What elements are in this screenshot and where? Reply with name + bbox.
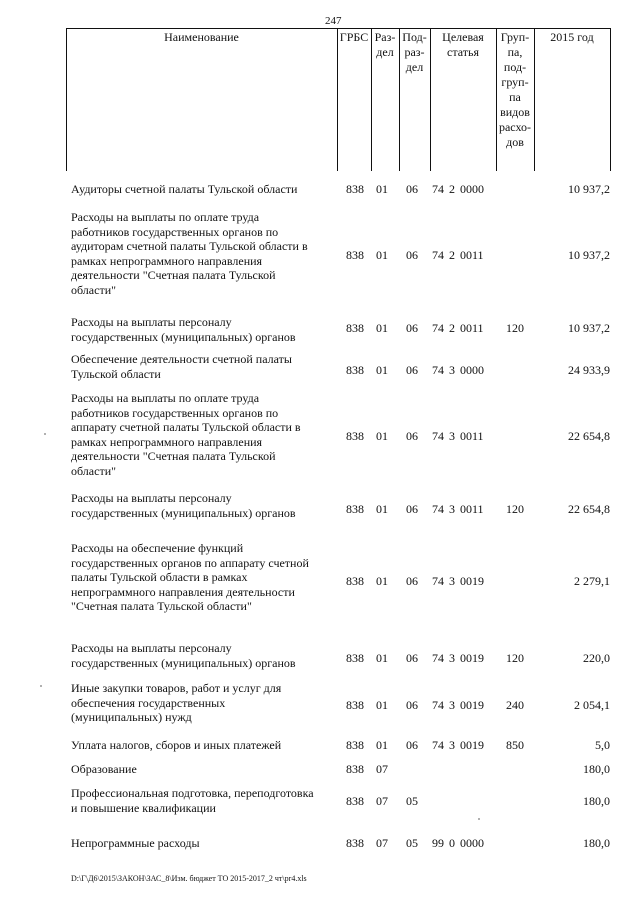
row-grbs: 838 [346,321,364,335]
row-podrazdel: 06 [406,574,418,588]
row-name: Расходы на выплаты по оплате труда работников государственных органов по аудиторам счетной палаты Тульской области в рамках непрограммного направления деятельности "Счетная палата Тульской области" [71,210,308,297]
row-name: Иные закупки товаров, работ и услуг для обеспечения государственных (муниципальных) нужд [71,681,282,725]
row-grbs: 838 [346,363,364,377]
row-name: Расходы на обеспечение функций государственных органов по аппарату счетной палаты Тульской области в рамках непрограммного направления деятельности "Счетная палата Тульской области" [71,541,309,614]
row-sum-2015: 180,0 [583,836,610,850]
row-grbs: 838 [346,182,364,196]
row-razdel: 01 [376,651,388,665]
row-target-article: 74 2 0011 [432,248,484,262]
header-border [337,28,338,171]
row-name: Обеспечение деятельности счетной палаты Тульской области [71,352,292,381]
row-razdel: 01 [376,698,388,712]
table-header [66,28,611,171]
row-razdel: 01 [376,248,388,262]
row-expense-type: 240 [506,698,524,712]
row-podrazdel: 06 [406,248,418,262]
row-name: Расходы на выплаты по оплате труда работников государственных органов по аппарату счетной палаты Тульской области в рамках непрограммного направления деятельности "Счетная палата Тульской области" [71,391,301,478]
row-target-article: 74 3 0000 [432,363,484,377]
row-razdel: 01 [376,182,388,196]
header-border [534,28,535,171]
row-target-article: 74 3 0019 [432,651,484,665]
row-razdel: 01 [376,738,388,752]
row-name: Аудиторы счетной палаты Тульской области [71,182,298,196]
row-razdel: 01 [376,321,388,335]
row-name: Непрограммные расходы [71,836,200,850]
row-sum-2015: 10 937,2 [568,182,610,196]
row-podrazdel: 06 [406,738,418,752]
row-grbs: 838 [346,574,364,588]
scan-speck [40,685,42,687]
header-podrazdel: Под- раз- дел [402,30,427,74]
row-expense-type: 120 [506,321,524,335]
row-sum-2015: 10 937,2 [568,321,610,335]
row-grbs: 838 [346,738,364,752]
row-podrazdel: 06 [406,321,418,335]
scan-speck [44,433,46,435]
row-grbs: 838 [346,651,364,665]
row-name: Расходы на выплаты персоналу государственных (муниципальных) органов [71,491,296,520]
row-name: Расходы на выплаты персоналу государственных (муниципальных) органов [71,641,296,670]
row-podrazdel: 05 [406,794,418,808]
row-sum-2015: 24 933,9 [568,363,610,377]
row-target-article: 74 3 0019 [432,574,484,588]
row-target-article: 99 0 0000 [432,836,484,850]
row-expense-type: 120 [506,502,524,516]
row-podrazdel: 06 [406,651,418,665]
row-sum-2015: 10 937,2 [568,248,610,262]
row-podrazdel: 06 [406,429,418,443]
page-number: 247 [325,15,342,27]
row-sum-2015: 5,0 [595,738,610,752]
row-target-article: 74 3 0011 [432,429,484,443]
row-name: Расходы на выплаты персоналу государственных (муниципальных) органов [71,315,296,344]
row-podrazdel: 06 [406,363,418,377]
header-border [66,28,67,171]
row-razdel: 01 [376,574,388,588]
row-grbs: 838 [346,794,364,808]
row-target-article: 74 3 0019 [432,738,484,752]
header-razdel: Раз- дел [374,30,396,59]
row-podrazdel: 06 [406,182,418,196]
row-target-article: 74 3 0011 [432,502,484,516]
header-vr: Груп- па, под- груп- па видов расхо- дов [498,30,532,149]
row-grbs: 838 [346,429,364,443]
row-razdel: 07 [376,794,388,808]
row-grbs: 838 [346,502,364,516]
row-podrazdel: 06 [406,502,418,516]
header-top-border [66,28,611,29]
row-target-article: 74 2 0000 [432,182,484,196]
row-sum-2015: 22 654,8 [568,429,610,443]
header-target: Целевая статья [442,30,484,59]
row-target-article: 74 2 0011 [432,321,484,335]
row-sum-2015: 22 654,8 [568,502,610,516]
row-sum-2015: 2 054,1 [574,698,610,712]
footer-file-path: D:\Г\Д6\2015\ЗАКОН\ЗАС_8\Изм. бюджет ТО 2015-2017_2 чт\pr4.xls [71,874,307,883]
row-razdel: 01 [376,429,388,443]
header-name: Наименование [164,30,239,44]
row-target-article: 74 3 0019 [432,698,484,712]
row-grbs: 838 [346,762,364,776]
row-sum-2015: 220,0 [583,651,610,665]
row-podrazdel: 06 [406,698,418,712]
header-year: 2015 год [550,30,594,44]
row-razdel: 01 [376,363,388,377]
header-grbs: ГРБС [339,30,369,44]
row-sum-2015: 180,0 [583,794,610,808]
row-podrazdel: 05 [406,836,418,850]
row-grbs: 838 [346,248,364,262]
header-border [610,28,611,171]
row-razdel: 07 [376,762,388,776]
row-razdel: 07 [376,836,388,850]
row-name: Образование [71,762,137,776]
row-name: Уплата налогов, сборов и иных платежей [71,738,282,752]
row-sum-2015: 2 279,1 [574,574,610,588]
row-sum-2015: 180,0 [583,762,610,776]
row-name: Профессиональная подготовка, переподготовка и повышение квалификации [71,786,314,815]
row-expense-type: 850 [506,738,524,752]
row-grbs: 838 [346,698,364,712]
scan-speck [478,818,480,820]
row-razdel: 01 [376,502,388,516]
row-grbs: 838 [346,836,364,850]
row-expense-type: 120 [506,651,524,665]
